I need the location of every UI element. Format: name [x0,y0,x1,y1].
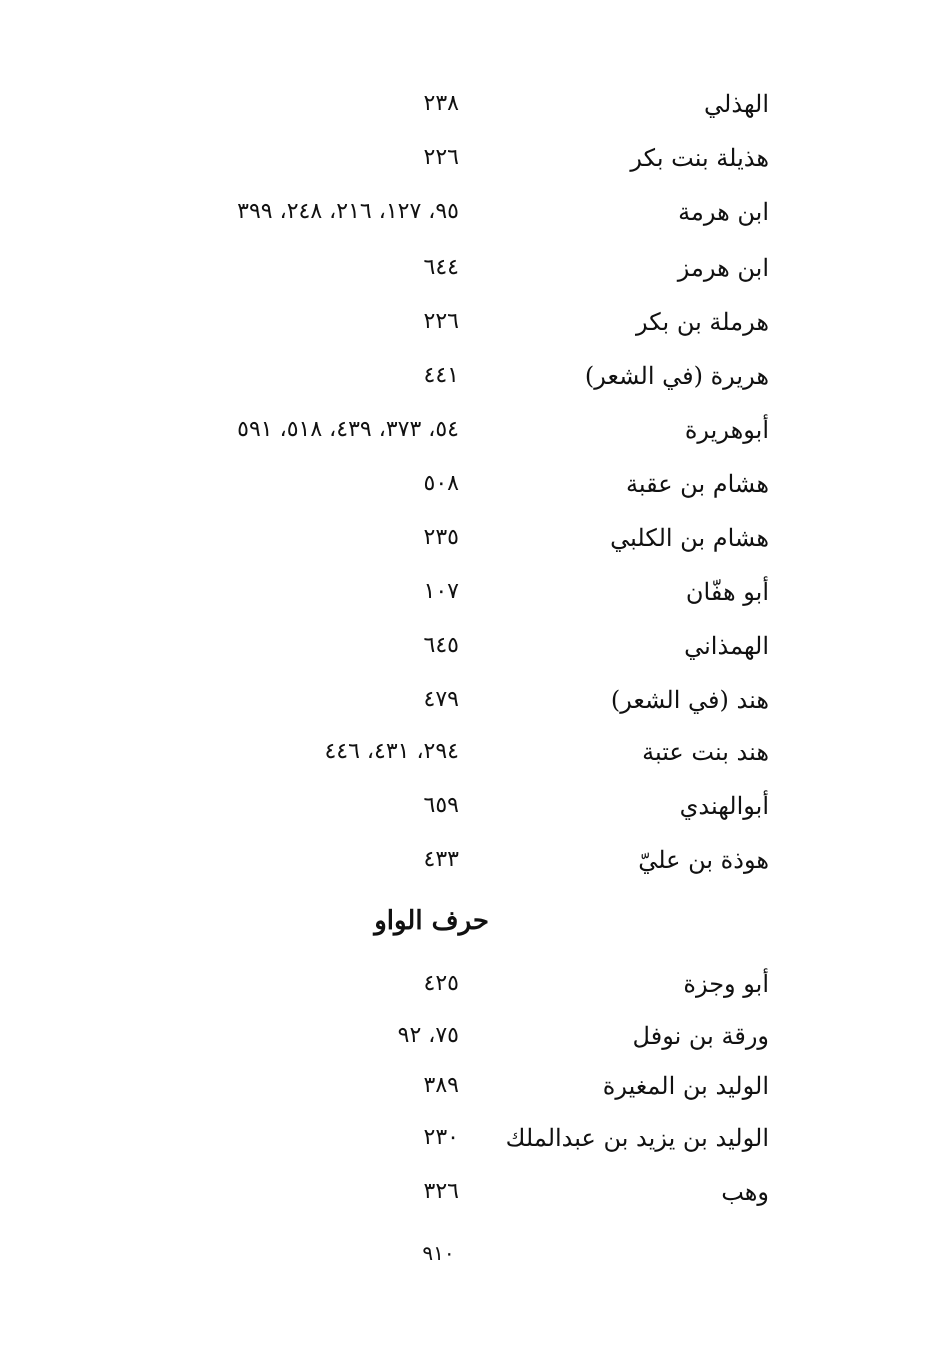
index-entry [0,466,949,506]
index-entry [0,628,949,668]
index-entry [0,1120,949,1160]
entry-pages: ٤٧٩ [423,687,459,712]
entry-name: ورقة بن نوفل [632,1022,769,1050]
entry-name: الوليد بن المغيرة [602,1072,769,1100]
entry-name: أبوهريرة [684,416,769,444]
index-entry [0,520,949,560]
entry-name: الهذلي [704,90,769,118]
index-entry [0,250,949,290]
entry-name: هوذة بن عليّ [638,846,769,874]
entry-name: أبو وجزة [683,970,769,998]
entry-pages: ٥٠٨ [423,471,459,496]
index-entry [0,1068,949,1108]
index-entry [0,1018,949,1058]
index-entry [0,358,949,398]
entry-name: هرملة بن بكر [636,308,769,336]
entry-name: هشام بن الكلبي [610,524,769,552]
index-entry [0,734,949,774]
entry-name: الوليد بن يزيد بن عبدالملك [505,1124,769,1152]
entry-name: هند بنت عتبة [642,738,769,766]
entry-pages: ٦٤٥ [423,633,459,658]
index-entry [0,140,949,180]
entry-pages: ٢٢٦ [423,309,459,334]
entry-name: ابن هرمة [678,198,769,226]
page-number-text: ٩١٠ [422,1241,455,1265]
entry-pages: ٤٣٣ [423,847,459,872]
index-entry [0,194,949,234]
entry-name: ابن هرمز [677,254,769,282]
entry-pages: ٤٢٥ [423,971,459,996]
entry-name: أبوالهندي [679,792,769,820]
entry-name: هذيلة بنت بكر [630,144,769,172]
entry-pages: ٣٨٩ [423,1073,459,1098]
index-entry [0,682,949,722]
entry-pages: ١٠٧ [423,579,459,604]
entry-name: هند (في الشعر) [610,686,769,714]
index-entry [0,412,949,452]
entry-pages: ٩٥، ١٢٧، ٢١٦، ٢٤٨، ٣٩٩ [237,199,459,224]
entry-pages: ٢٢٦ [423,145,459,170]
entry-pages: ٧٥، ٩٢ [397,1023,459,1048]
entry-name: هشام بن عقبة [625,470,769,498]
entry-pages: ٢٣٨ [423,91,459,116]
entry-pages: ٢٣٠ [423,1125,459,1150]
page-number [0,1238,949,1268]
index-entry [0,574,949,614]
entry-pages: ٦٥٩ [423,793,459,818]
entry-name: الهمذاني [684,632,769,660]
entry-pages: ٢٣٥ [423,525,459,550]
index-entry [0,842,949,882]
index-entry [0,1174,949,1214]
section-heading: حرف الواو [374,906,489,936]
entry-pages: ٢٩٤، ٤٣١، ٤٤٦ [324,739,459,764]
index-entry [0,788,949,828]
entry-pages: ٥٤، ٣٧٣، ٤٣٩، ٥١٨، ٥٩١ [237,417,459,442]
index-entry [0,304,949,344]
entry-name: أبو هفّان [685,578,769,606]
entry-name: هريرة (في الشعر) [584,362,769,390]
entry-pages: ٦٤٤ [423,255,459,280]
entry-pages: ٤٤١ [423,363,459,388]
index-entry [0,86,949,126]
entry-name: وهب [721,1178,769,1206]
index-entry [0,966,949,1006]
entry-pages: ٣٢٦ [423,1179,459,1204]
